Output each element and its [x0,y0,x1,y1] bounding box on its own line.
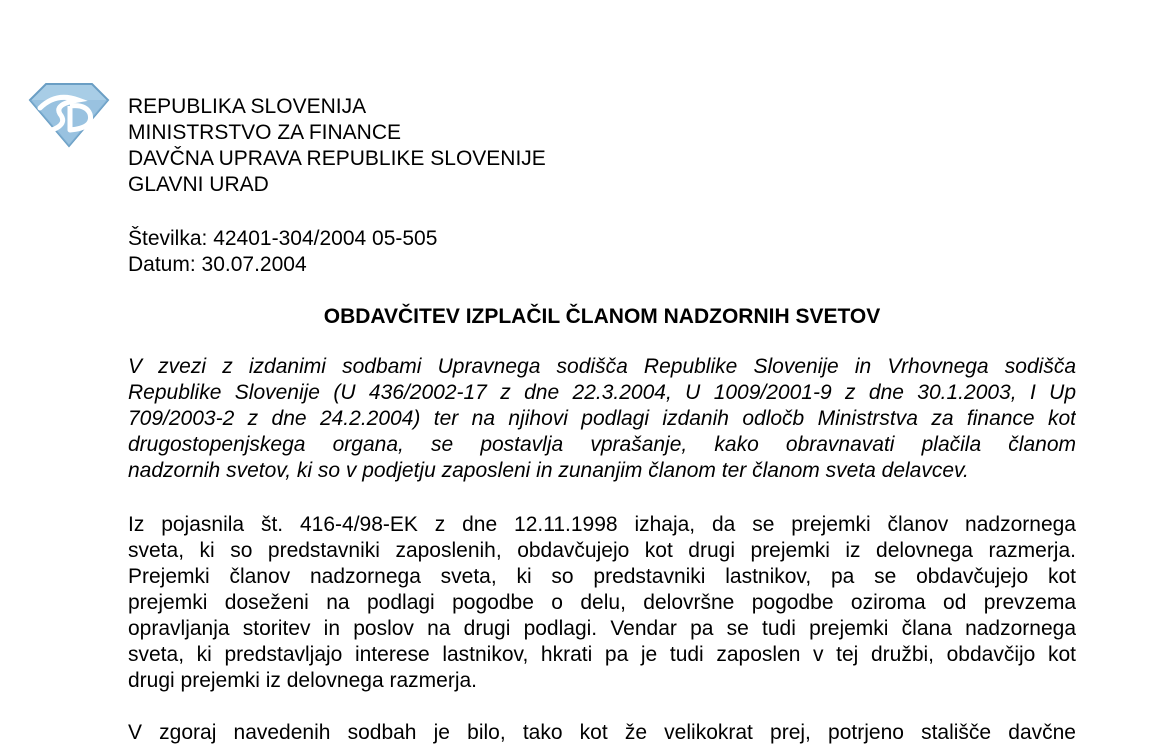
paragraph-line: 709/2003-2 z dne 24.2.2004) ter na njihovi podlagi izdanih odločb Ministrstva za finance kot [128,407,1076,430]
paragraph-line: Iz pojasnila št. 416-4/98-EK z dne 12.11.1998 izhaja, da se prejemki članov nadzornega [128,513,1076,536]
paragraph-line: drugi prejemki iz delovnega razmerja. [128,669,477,692]
paragraph-line: Republike Slovenije (U 436/2002-17 z dne 22.3.2004, U 1009/2001-9 z dne 30.1.2003, I Up [128,381,1076,404]
paragraph-line: sveta, ki so predstavniki zaposlenih, obdavčujejo kot drugi prejemki iz delovnega razmerja. [128,539,1076,562]
issuer-header [128,94,546,198]
header-line-ministry: MINISTRSTVO ZA FINANCE [128,121,402,144]
document-date: Datum: 30.07.2004 [128,253,307,276]
header-line-republic: REPUBLIKA SLOVENIJA [128,95,367,118]
paragraph-line: V zgoraj navedenih sodbah je bilo, tako kot že velikokrat prej, potrjeno stališče davčne [128,721,1076,744]
tax-administration-logo [26,78,112,150]
paragraph-line: nadzornih svetov, ki so v podjetju zaposleni in zunanjim članom ter članom sveta delavcev. [128,459,969,482]
document-meta [128,226,437,278]
document-title: OBDAVČITEV IZPLAČIL ČLANOM NADZORNIH SVETOV [323,305,881,328]
document-number: Številka: 42401-304/2004 05-505 [128,227,438,250]
paragraph-line: sveta, ki predstavljajo interese lastnikov, hkrati pa je tudi zaposlen v tej družbi, obdavčijo kot [128,643,1076,666]
header-line-main-office: GLAVNI URAD [128,173,269,196]
paragraph-line: Prejemki članov nadzornega sveta, ki so predstavniki lastnikov, pa se obdavčujejo kot [128,565,1076,588]
paragraph-explanation [128,512,1076,694]
header-line-tax-office: DAVČNA UPRAVA REPUBLIKE SLOVENIJE [128,147,546,170]
paragraph-line: opravljanja storitev in poslov na drugi podlagi. Vendar pa se tudi prejemki člana nadzornega [128,617,1076,640]
paragraph-intro [128,354,1076,484]
paragraph-judgments [128,720,1076,746]
paragraph-line: prejemki doseženi na podlagi pogodbe o delu, delovršne pogodbe oziroma od prevzema [128,591,1076,614]
paragraph-line: V zvezi z izdanimi sodbami Upravnega sodišča Republike Slovenije in Vrhovnega sodišča [128,355,1076,378]
paragraph-line: drugostopenjskega organa, se postavlja vprašanje, kako obravnavati plačila članom [128,433,1076,456]
